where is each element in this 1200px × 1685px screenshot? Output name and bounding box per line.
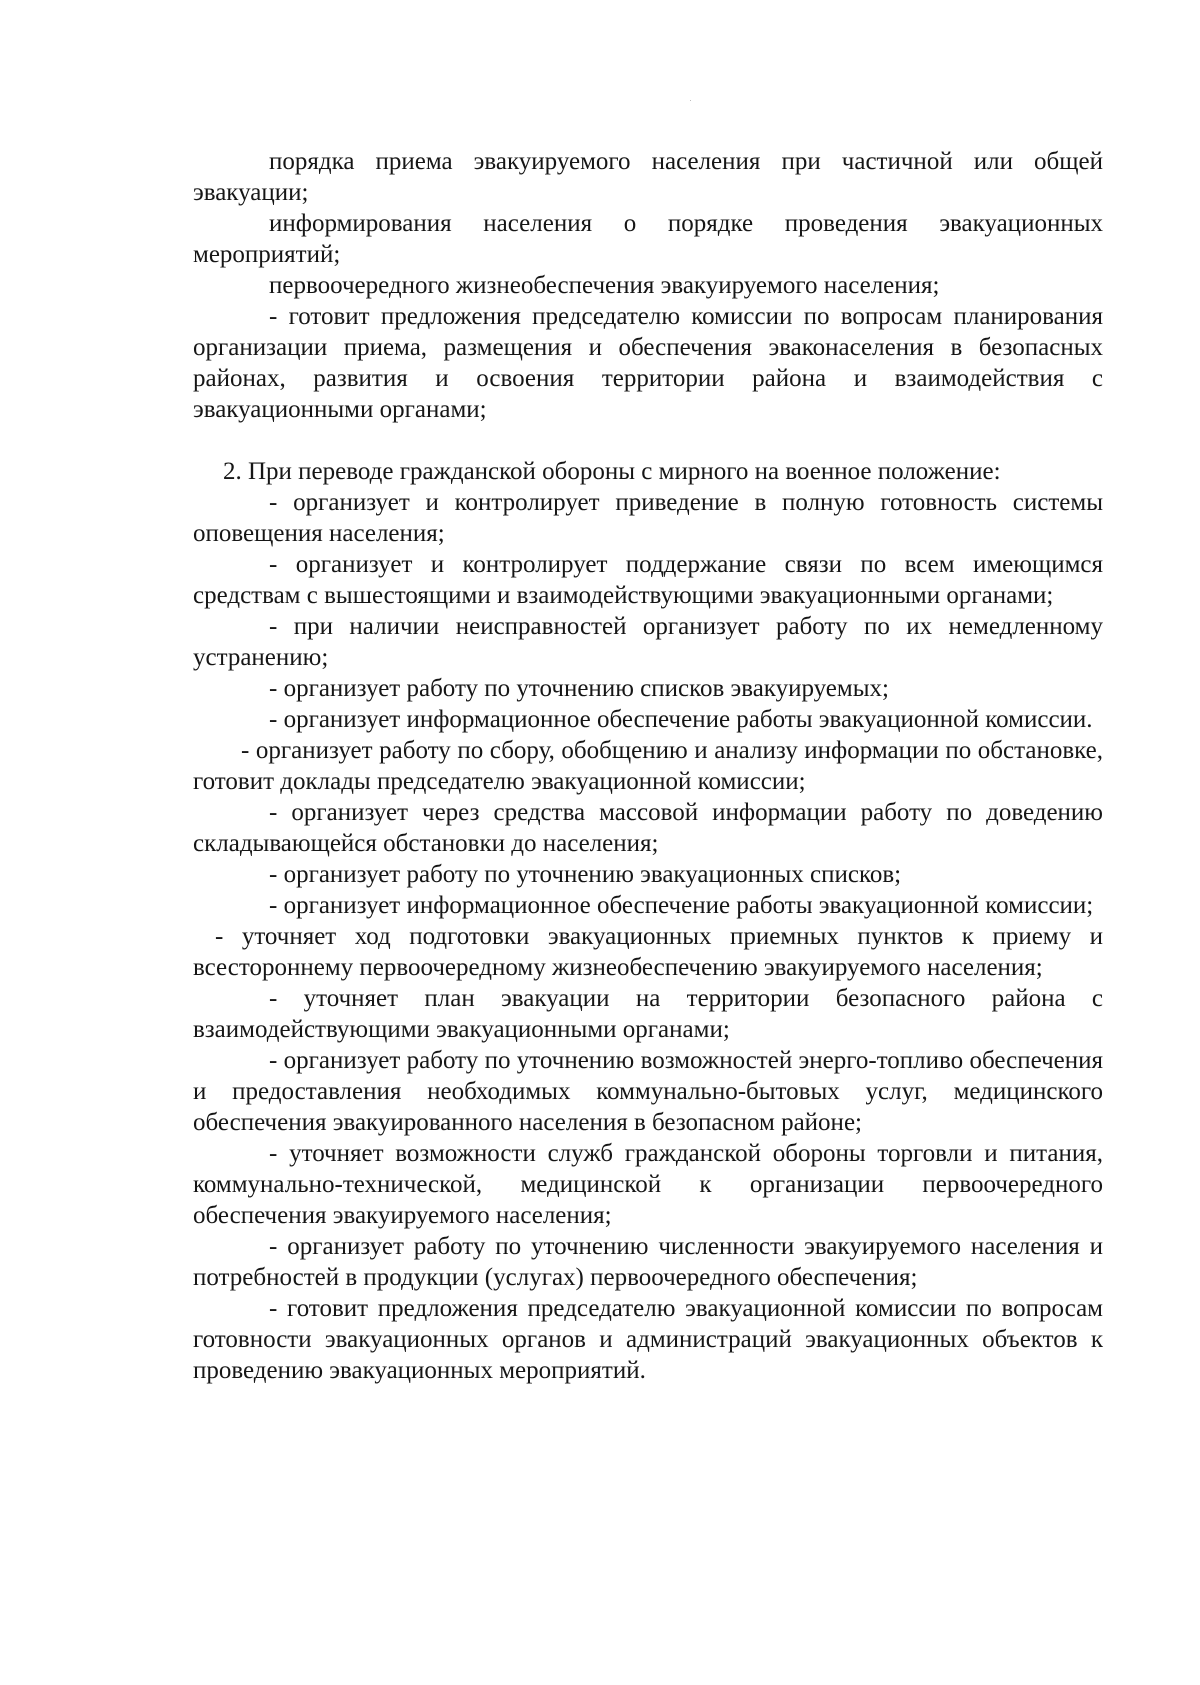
list-item: - уточняет план эвакуации на территории безопасного района с взаимодействующими эвакуационными органами; [193,985,1103,1043]
section-heading: 2. При переводе гражданской обороны с мирного на военное положение: [223,458,1001,485]
paragraph: информирования населения о порядке проведения эвакуационных мероприятий; [193,210,1103,268]
list-item: - организует и контролирует приведение в полную готовность системы оповещения населения; [193,489,1103,547]
list-item: - организует информационное обеспечение работы эвакуационной комиссии. [269,706,1093,733]
list-item: - при наличии неисправностей организует работу по их немедленному устранению; [193,613,1103,671]
paragraph: первоочередного жизнеобеспечения эвакуируемого населения; [269,272,940,299]
list-item: - уточняет ход подготовки эвакуационных приемных пунктов к приему и всестороннему первоочередному жизнеобеспечению эвакуируемого населения; [193,923,1103,981]
list-item: - организует работу по уточнению возможностей энерго-топливо обеспечения и предоставления необходимых коммунально-бытовых услуг, медицинского обеспечения эвакуированного населения в безопасном районе; [193,1047,1103,1136]
list-item: - организует информационное обеспечение работы эвакуационной комиссии; [269,892,1094,919]
section-gap [193,425,1103,456]
list-item: - готовит предложения председателю эвакуационной комиссии по вопросам готовности эвакуационных органов и администраций эвакуационных объектов к проведению эвакуационных мероприятий. [193,1295,1103,1384]
list-item: - организует работу по уточнению численности эвакуируемого населения и потребностей в продукции (услугах) первоочередного обеспечения; [193,1233,1103,1291]
list-item: - организует работу по уточнению эвакуационных списков; [269,861,902,888]
document-body [193,146,1103,1386]
scan-speck [690,100,691,101]
paragraph: - готовит предложения председателю комиссии по вопросам планирования организации приема, размещения и обеспечения эваконаселения в безопасных районах, развития и освоения территории района и взаимодействия с эвакуационными органами; [193,303,1103,423]
paragraph: порядка приема эвакуируемого населения при частичной или общей эвакуации; [193,148,1103,206]
list-item: - организует работу по уточнению списков эвакуируемых; [269,675,889,702]
list-item: - организует и контролирует поддержание связи по всем имеющимся средствам с вышестоящими и взаимодействующими эвакуационными органами; [193,551,1103,609]
list-item: - организует через средства массовой информации работу по доведению складывающейся обстановки до населения; [193,799,1103,857]
list-item: - уточняет возможности служб гражданской обороны торговли и питания, коммунально-технической, медицинской к организации первоочередного обеспечения эвакуируемого населения; [193,1140,1103,1229]
list-item: - организует работу по сбору, обобщению и анализу информации по обстановке, готовит доклады председателю эвакуационной комиссии; [193,737,1103,795]
